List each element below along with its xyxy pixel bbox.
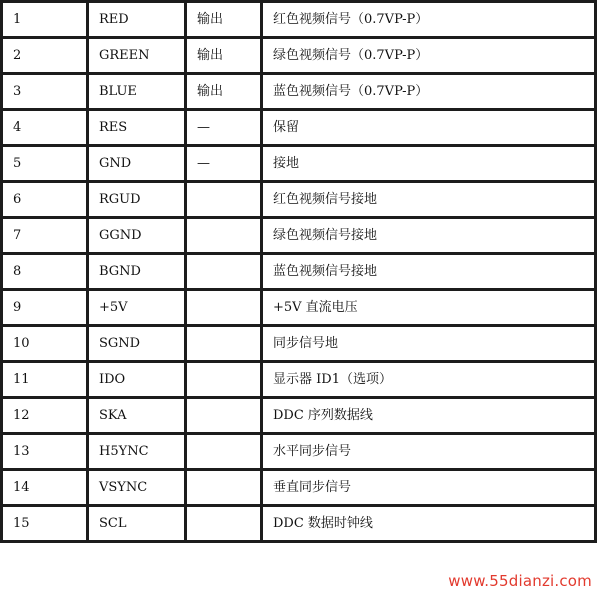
pin-number-cell: 10 <box>0 324 86 360</box>
signal-name-cell: +5V <box>86 288 184 324</box>
direction-cell <box>184 180 260 216</box>
signal-name-cell: SCL <box>86 504 184 543</box>
pin-number-cell: 15 <box>0 504 86 543</box>
description-cell: 绿色视频信号接地 <box>260 216 597 252</box>
pin-number-cell: 12 <box>0 396 86 432</box>
table-row <box>0 72 597 108</box>
description-cell: 水平同步信号 <box>260 432 597 468</box>
direction-cell: 输出 <box>184 0 260 36</box>
direction-cell <box>184 468 260 504</box>
signal-name-cell: IDO <box>86 360 184 396</box>
pin-number-cell: 3 <box>0 72 86 108</box>
table-row <box>0 0 597 36</box>
pin-number-cell: 1 <box>0 0 86 36</box>
direction-cell <box>184 288 260 324</box>
table-row <box>0 180 597 216</box>
signal-name-cell: H5YNC <box>86 432 184 468</box>
signal-name-cell: VSYNC <box>86 468 184 504</box>
table-row <box>0 468 597 504</box>
direction-cell: — <box>184 108 260 144</box>
pin-number-cell: 7 <box>0 216 86 252</box>
pin-number-cell: 13 <box>0 432 86 468</box>
direction-cell <box>184 216 260 252</box>
direction-cell <box>184 252 260 288</box>
signal-name-cell: SKA <box>86 396 184 432</box>
pin-number-cell: 6 <box>0 180 86 216</box>
table-row <box>0 396 597 432</box>
direction-cell <box>184 504 260 543</box>
direction-cell <box>184 360 260 396</box>
table-row <box>0 144 597 180</box>
description-cell: 接地 <box>260 144 597 180</box>
description-cell: DDC 序列数据线 <box>260 396 597 432</box>
table-row <box>0 36 597 72</box>
pin-number-cell: 2 <box>0 36 86 72</box>
table-row <box>0 252 597 288</box>
signal-name-cell: BGND <box>86 252 184 288</box>
pin-number-cell: 11 <box>0 360 86 396</box>
signal-name-cell: BLUE <box>86 72 184 108</box>
table-row <box>0 504 597 543</box>
pin-number-cell: 14 <box>0 468 86 504</box>
signal-name-cell: GND <box>86 144 184 180</box>
description-cell: 垂直同步信号 <box>260 468 597 504</box>
description-cell: +5V 直流电压 <box>260 288 597 324</box>
pin-number-cell: 9 <box>0 288 86 324</box>
direction-cell: — <box>184 144 260 180</box>
description-cell: 红色视频信号（0.7VP-P） <box>260 0 597 36</box>
table-row <box>0 288 597 324</box>
signal-name-cell: GREEN <box>86 36 184 72</box>
description-cell: 同步信号地 <box>260 324 597 360</box>
direction-cell <box>184 432 260 468</box>
description-cell: 蓝色视频信号（0.7VP-P） <box>260 72 597 108</box>
signal-name-cell: RED <box>86 0 184 36</box>
signal-name-cell: GGND <box>86 216 184 252</box>
table-row <box>0 432 597 468</box>
table-row <box>0 216 597 252</box>
table-row <box>0 360 597 396</box>
pin-number-cell: 5 <box>0 144 86 180</box>
description-cell: 蓝色视频信号接地 <box>260 252 597 288</box>
description-cell: 红色视频信号接地 <box>260 180 597 216</box>
description-cell: 保留 <box>260 108 597 144</box>
watermark-text: www.55dianzi.com <box>448 572 592 590</box>
direction-cell <box>184 396 260 432</box>
table-row <box>0 108 597 144</box>
pin-number-cell: 8 <box>0 252 86 288</box>
pin-number-cell: 4 <box>0 108 86 144</box>
description-cell: 显示器 ID1（选项） <box>260 360 597 396</box>
direction-cell: 输出 <box>184 72 260 108</box>
signal-name-cell: SGND <box>86 324 184 360</box>
table-row <box>0 324 597 360</box>
signal-name-cell: RGUD <box>86 180 184 216</box>
description-cell: DDC 数据时钟线 <box>260 504 597 543</box>
signal-name-cell: RES <box>86 108 184 144</box>
direction-cell: 输出 <box>184 36 260 72</box>
direction-cell <box>184 324 260 360</box>
description-cell: 绿色视频信号（0.7VP-P） <box>260 36 597 72</box>
